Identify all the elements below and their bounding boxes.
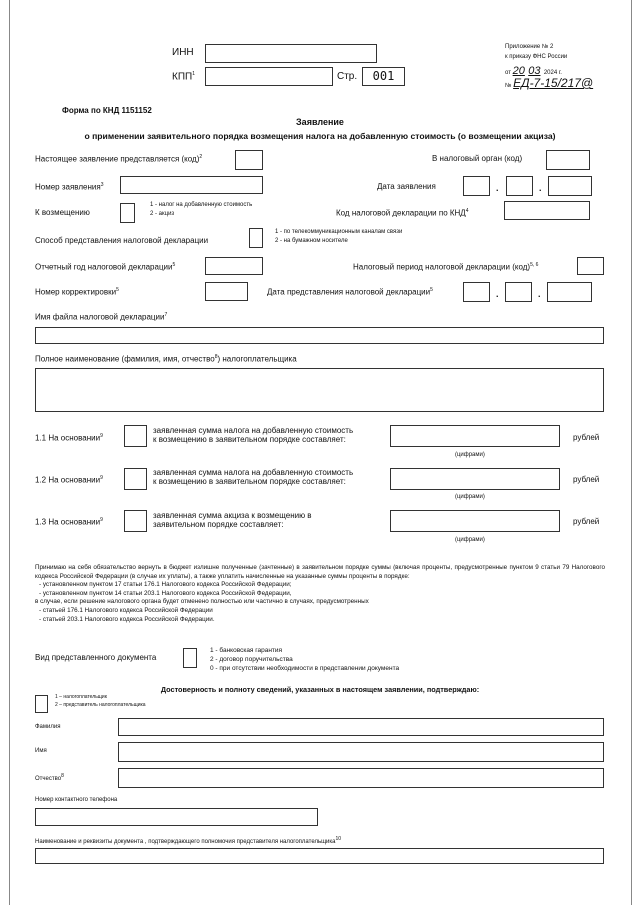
ground-2-label: 1.2 На основании$^9$ xyxy=(35,475,103,485)
app-number-input[interactable] xyxy=(120,176,263,194)
tax-authority-label: В налоговый орган (код) xyxy=(432,154,523,163)
form-code: Форма по КНД 1151152 xyxy=(62,106,152,115)
annex-number: № ЕД-7-15/217@ xyxy=(505,76,594,90)
file-name-input[interactable] xyxy=(35,327,604,344)
rubles-label: рублей xyxy=(573,517,600,526)
obligation-text: Принимаю на себя обязательство вернуть в бюджет излишне полученные (зачтенные) в заявительном порядке суммы (включая проценты, предусмотренные пунктом 9 статьи 79 Налогового кодекса Российской Федерации (в случае их уплаты), а также уплатить начисленные на указанные суммы проценты в порядке: - установленном пунктом 17 статьи 176.1 Налогового кодекса Российской Федерации; - установленном пунктом 14 статьи 203.1 Налогового кодекса Российской Федерации, в случае, если решение налогового органа будет отменено полностью или частично в случаях, предусмотренных - статьей 176.1 Налогового кодекса Российской Федерации - статьей 203.1 Налогового кодекса Российской Федерации. xyxy=(35,564,605,623)
confirm-option: 2 – представитель налогоплательщика xyxy=(55,702,146,708)
submitted-code-label: Настоящее заявление представляется (код)$^2$ xyxy=(35,154,203,164)
method-option: 1 - по телекоммуникационным каналам связи xyxy=(275,229,403,235)
ground-1-amount[interactable] xyxy=(390,425,560,447)
confirm-title: Достоверность и полноту сведений, указанных в настоящем заявлении, подтверждаю: xyxy=(160,685,480,694)
phone-label: Номер контактного телефона xyxy=(35,797,118,803)
correction-input[interactable] xyxy=(205,282,248,301)
knd-code-input[interactable] xyxy=(504,201,590,220)
patronymic-input[interactable] xyxy=(118,768,604,788)
annex-line2: к приказу ФНС России xyxy=(505,54,568,60)
annex-date: от 20 03 2024 г. xyxy=(505,65,562,77)
app-date-label: Дата заявления xyxy=(377,182,436,191)
phone-input[interactable] xyxy=(35,808,318,826)
name-input[interactable] xyxy=(118,742,604,762)
ground-3-text: заявительном порядке составляет: xyxy=(153,520,284,529)
period-label: Налоговый период налоговой декларации (код)$^{5, 6}$ xyxy=(353,262,539,272)
date-separator: . xyxy=(496,183,499,193)
page-number: 001 xyxy=(362,67,405,86)
app-date-year[interactable] xyxy=(548,176,592,196)
ground-3-label: 1.3 На основании$^9$ xyxy=(35,517,103,527)
method-input[interactable] xyxy=(249,228,263,248)
full-name-label: Полное наименование (фамилия, имя, отчество$^8$) налогоплательщика xyxy=(35,354,297,364)
knd-code-label: Код налоговой декларации по КНД$^4$ xyxy=(336,208,469,218)
rubles-label: рублей xyxy=(573,475,600,484)
tax-authority-input[interactable] xyxy=(546,150,590,170)
page-subtitle: о применении заявительного порядка возмещения налога на добавленную стоимость (о возмещении акциза) xyxy=(84,131,556,141)
date-separator: . xyxy=(496,289,499,299)
annex-line1: Приложение № 2 xyxy=(505,44,554,50)
page-title: Заявление xyxy=(296,117,344,127)
ground-1-code[interactable] xyxy=(124,425,147,447)
digits-label: (цифрами) xyxy=(455,452,485,458)
decl-date-month[interactable] xyxy=(505,282,532,302)
kpp-label: КПП$^1$ xyxy=(172,71,195,83)
reimburse-option: 1 - налог на добавленную стоимость xyxy=(150,202,253,208)
ground-3-text: заявленная сумма акциза к возмещению в xyxy=(153,511,312,520)
kpp-input[interactable] xyxy=(205,67,333,86)
app-date-day[interactable] xyxy=(463,176,490,196)
decl-date-label: Дата представления налоговой декларации$^5$ xyxy=(267,287,433,297)
year-label: Отчетный год налоговой декларации$^5$ xyxy=(35,262,176,272)
doc-type-option: 2 - договор поручительства xyxy=(210,656,293,663)
decl-date-day[interactable] xyxy=(463,282,490,302)
app-date-month[interactable] xyxy=(506,176,533,196)
surname-input[interactable] xyxy=(118,718,604,736)
app-number-label: Номер заявления$^3$ xyxy=(35,182,104,192)
patronymic-label: Отчество$^8$ xyxy=(35,773,64,782)
submitted-code-input[interactable] xyxy=(235,150,263,170)
confirm-input[interactable] xyxy=(35,695,48,713)
ground-1-text: заявленная сумма налога на добавленную стоимость xyxy=(153,426,354,435)
file-name-label: Имя файла налоговой декларации$^7$ xyxy=(35,312,168,322)
full-name-input[interactable] xyxy=(35,368,604,412)
inn-input[interactable] xyxy=(205,44,377,63)
ground-1-text: к возмещению в заявительном порядке составляет: xyxy=(153,435,346,444)
ground-3-code[interactable] xyxy=(124,510,147,532)
page-label: Стр. xyxy=(337,71,358,82)
ground-3-amount[interactable] xyxy=(390,510,560,532)
inn-label: ИНН xyxy=(172,47,194,58)
name-label: Имя xyxy=(35,748,47,754)
doc-type-label: Вид представленного документа xyxy=(35,653,157,662)
authority-doc-input[interactable] xyxy=(35,848,604,864)
ground-1-label: 1.1 На основании$^9$ xyxy=(35,433,103,443)
period-input[interactable] xyxy=(577,257,604,275)
date-separator: . xyxy=(539,183,542,193)
method-option: 2 - на бумажном носителе xyxy=(275,238,348,244)
method-label: Способ представления налоговой декларации xyxy=(35,236,209,245)
reimburse-option: 2 - акциз xyxy=(150,211,175,217)
authority-doc-label: Наименование и реквизиты документа , подтверждающего полномочия представителя налогоплательщика$^{10}$ xyxy=(35,836,342,845)
date-separator: . xyxy=(538,289,541,299)
year-input[interactable] xyxy=(205,257,263,275)
digits-label: (цифрами) xyxy=(455,494,485,500)
ground-2-amount[interactable] xyxy=(390,468,560,490)
doc-type-option: 1 - банковская гарантия xyxy=(210,647,283,654)
ground-2-code[interactable] xyxy=(124,468,147,490)
rubles-label: рублей xyxy=(573,433,600,442)
correction-label: Номер корректировки$^5$ xyxy=(35,287,119,297)
ground-2-text: к возмещению в заявительном порядке составляет: xyxy=(153,477,346,486)
doc-type-option: 0 - при отсутствии необходимости в представлении документа xyxy=(210,665,400,672)
doc-type-input[interactable] xyxy=(183,648,197,668)
decl-date-year[interactable] xyxy=(547,282,592,302)
reimburse-label: К возмещению xyxy=(35,208,90,217)
ground-2-text: заявленная сумма налога на добавленную стоимость xyxy=(153,468,354,477)
reimburse-input[interactable] xyxy=(120,203,135,223)
digits-label: (цифрами) xyxy=(455,537,485,543)
surname-label: Фамилия xyxy=(35,724,61,730)
confirm-option: 1 – налогоплательщик xyxy=(55,694,107,700)
